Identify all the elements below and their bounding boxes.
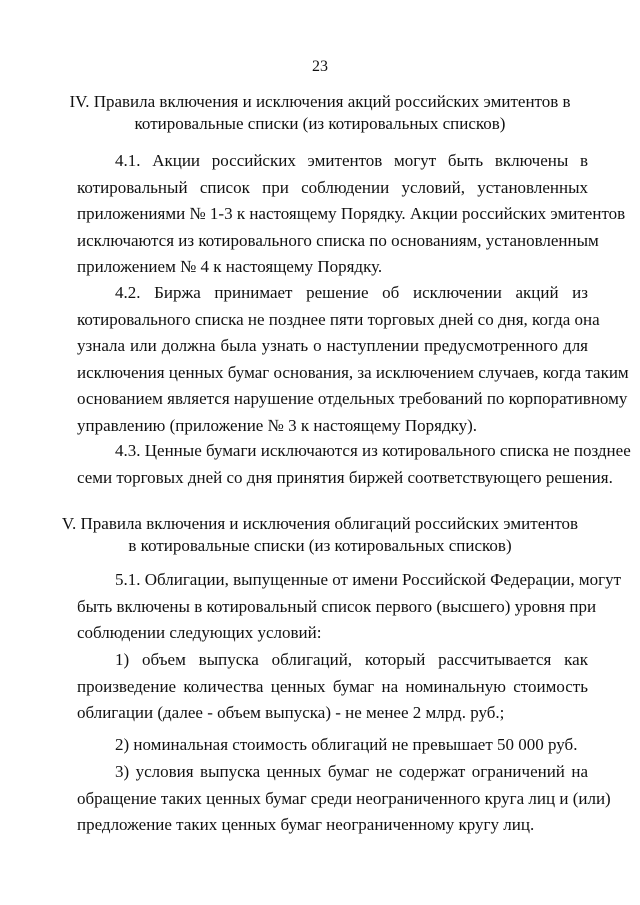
page-number: 23 (312, 58, 328, 75)
condition-item-2 (77, 732, 588, 759)
paragraph-4-3 (77, 438, 631, 491)
paragraph-line: 4.1. Акции российских эмитентов могут быть включены в (115, 151, 588, 170)
paragraph-line: 2) номинальная стоимость облигаций не превышает 50 000 руб. (115, 735, 578, 754)
paragraph-line: управлению (приложение № 3 к настоящему Порядку). (77, 415, 478, 435)
section-5-heading (60, 513, 580, 557)
paragraph-line: приложением № 4 к настоящему Порядку. (77, 257, 383, 276)
paragraph-line: котировальный список при соблюдении условий, установленных (77, 177, 588, 197)
paragraph-line: 4.2. Биржа принимает решение об исключении акций из (115, 283, 588, 302)
section-4-heading-line: IV. Правила включения и исключения акций российских эмитентов в (69, 92, 571, 111)
paragraph-line: быть включены в котировальный список первого (высшего) уровня при (77, 596, 597, 616)
paragraph-line: котировального списка не позднее пяти торговых дней со дня, когда она (77, 309, 600, 329)
paragraph-line: 3) условия выпуска ценных бумаг не содержат ограничений на (115, 762, 588, 781)
paragraph-line: исключения ценных бумаг основания, за исключением случаев, когда таким (77, 362, 629, 382)
paragraph-line: произведение количества ценных бумаг на номинальную стоимость (77, 676, 588, 696)
section-4-heading-line: котировальные списки (из котировальных списков) (134, 114, 506, 133)
section-5-heading-line: в котировальные списки (из котировальных списков) (128, 536, 512, 555)
paragraph-line: предложение таких ценных бумаг неограниченному кругу лиц. (77, 815, 535, 834)
paragraph-4-2 (77, 280, 629, 439)
paragraph-line: исключаются из котировального списка по основаниям, установленным (77, 230, 599, 250)
paragraph-line: узнала или должна была узнать о наступлении предусмотренного для (77, 336, 588, 355)
paragraph-line: 1) объем выпуска облигаций, который рассчитывается как (115, 650, 588, 669)
paragraph-line: облигации (далее - объем выпуска) - не менее 2 млрд. руб.; (77, 703, 505, 722)
condition-item-3 (77, 759, 611, 839)
paragraph-line: соблюдении следующих условий: (77, 623, 322, 642)
paragraph-line: 5.1. Облигации, выпущенные от имени Российской Федерации, могут (115, 570, 622, 589)
condition-item-1 (77, 647, 588, 727)
paragraph-line: обращение таких ценных бумаг среди неограниченного круга лиц и (или) (77, 788, 611, 808)
paragraph-5-1 (77, 567, 622, 647)
section-4-heading (60, 91, 580, 135)
paragraph-line: 4.3. Ценные бумаги исключаются из котировального списка не позднее (115, 441, 631, 460)
paragraph-4-1 (77, 148, 626, 281)
paragraph-line: приложениями № 1-3 к настоящему Порядку. Акции российских эмитентов (77, 204, 626, 223)
paragraph-line: основанием является нарушение отдельных требований по корпоративному (77, 389, 628, 408)
paragraph-line: семи торговых дней со дня принятия биржей соответствующего решения. (77, 467, 613, 487)
section-5-heading-line: V. Правила включения и исключения облигаций российских эмитентов (61, 514, 579, 533)
